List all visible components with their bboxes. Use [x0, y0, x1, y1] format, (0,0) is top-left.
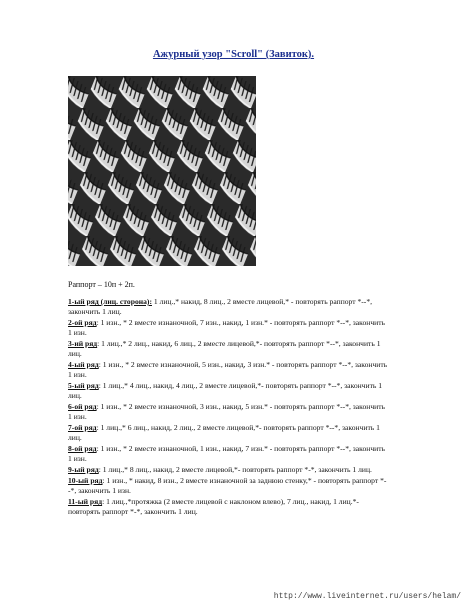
row-text: : 1 лиц.,* 2 лиц., накид, 6 лиц., 2 вместе лицевой,*- повторять раппорт *--*, закончить 1 лиц. — [68, 338, 381, 358]
row-text: : 1 лиц.,*протяжка (2 вместе лицевой с наклоном влево), 7 лиц., накид, 1 лиц.*- повторять раппорт *-*, закончить 1 лиц. — [68, 497, 359, 516]
row-label: 6-ой ряд — [68, 401, 97, 411]
instruction-row — [68, 402, 388, 422]
instruction-row — [68, 497, 388, 517]
row-text: : 1 лиц.,* 8 лиц., накид, 2 вместе лицевой,*- повторять раппорт *-*, закончить 1 лиц. — [98, 464, 372, 474]
row-text: : 1 лиц.,* 4 лиц., накид, 4 лиц., 2 вместе лицевой,*- повторять раппорт *--*, закончить 1 лиц. — [68, 380, 383, 400]
rapport-text: Раппорт – 10п + 2п. — [68, 280, 135, 289]
row-label: 4-ый ряд — [68, 359, 99, 369]
row-text: : 1 изн., * 2 вместе изнаночной, 5 изн., накид, 3 изн.* - повторять раппорт *--*, закончить 1 изн. — [68, 359, 388, 379]
row-label: 3-ий ряд — [68, 338, 98, 348]
row-text: : 1 лиц.,* 6 лиц., накид, 2 лиц., 2 вместе лицевой,*- повторять раппорт *--*, закончить 1 лиц. — [68, 422, 380, 442]
row-label: 10-ый ряд — [68, 476, 103, 486]
row-label: 7-ой ряд — [68, 422, 97, 432]
row-text: : 1 изн., * 2 вместе изнаночной, 3 изн., накид, 5 изн.* - повторять раппорт *--*, закончить 1 изн. — [68, 401, 385, 421]
row-label: 2-ой ряд — [68, 317, 97, 327]
row-text: : 1 изн., * 2 вместе изнаночной, 1 изн., накид, 7 изн.* - повторять раппорт *--*, закончить 1 изн. — [68, 443, 385, 463]
row-text: 1 лиц.,* накид, 8 лиц., 2 вместе лицевой,* - повторять раппорт *--*, закончить 1 лиц. — [68, 297, 373, 316]
row-label: 1-ый ряд (лиц. сторона): — [68, 297, 152, 306]
row-text: : 1 изн., * накид, 8 изн., 2 вместе изнаночной за заднюю стенку,* - повторять раппорт *--*, закончить 1 изн. — [68, 476, 387, 495]
instruction-row — [68, 465, 388, 475]
instruction-row — [68, 423, 388, 443]
row-label: 8-ой ряд — [68, 443, 97, 453]
instruction-row — [68, 297, 388, 317]
knitting-instructions — [68, 297, 388, 518]
row-text: : 1 изн., * 2 вместе изнаночной, 7 изн., накид, 1 изн.* - повторять раппорт *--*, закончить 1 изн. — [68, 317, 385, 337]
row-label: 11-ый ряд — [68, 497, 103, 507]
instruction-row — [68, 360, 388, 380]
knitting-swatch-photo — [68, 76, 256, 266]
document-title: Ажурный узор "Scroll" (Завиток). — [152, 49, 315, 60]
source-watermark: http://www.liveinternet.ru/users/helam/ — [273, 592, 461, 601]
instruction-row — [68, 381, 388, 401]
row-label: 5-ый ряд — [68, 380, 99, 390]
instruction-row — [68, 476, 388, 496]
instruction-row — [68, 339, 388, 359]
row-label: 9-ый ряд — [68, 464, 99, 474]
instruction-row — [68, 444, 388, 464]
instruction-row — [68, 318, 388, 338]
